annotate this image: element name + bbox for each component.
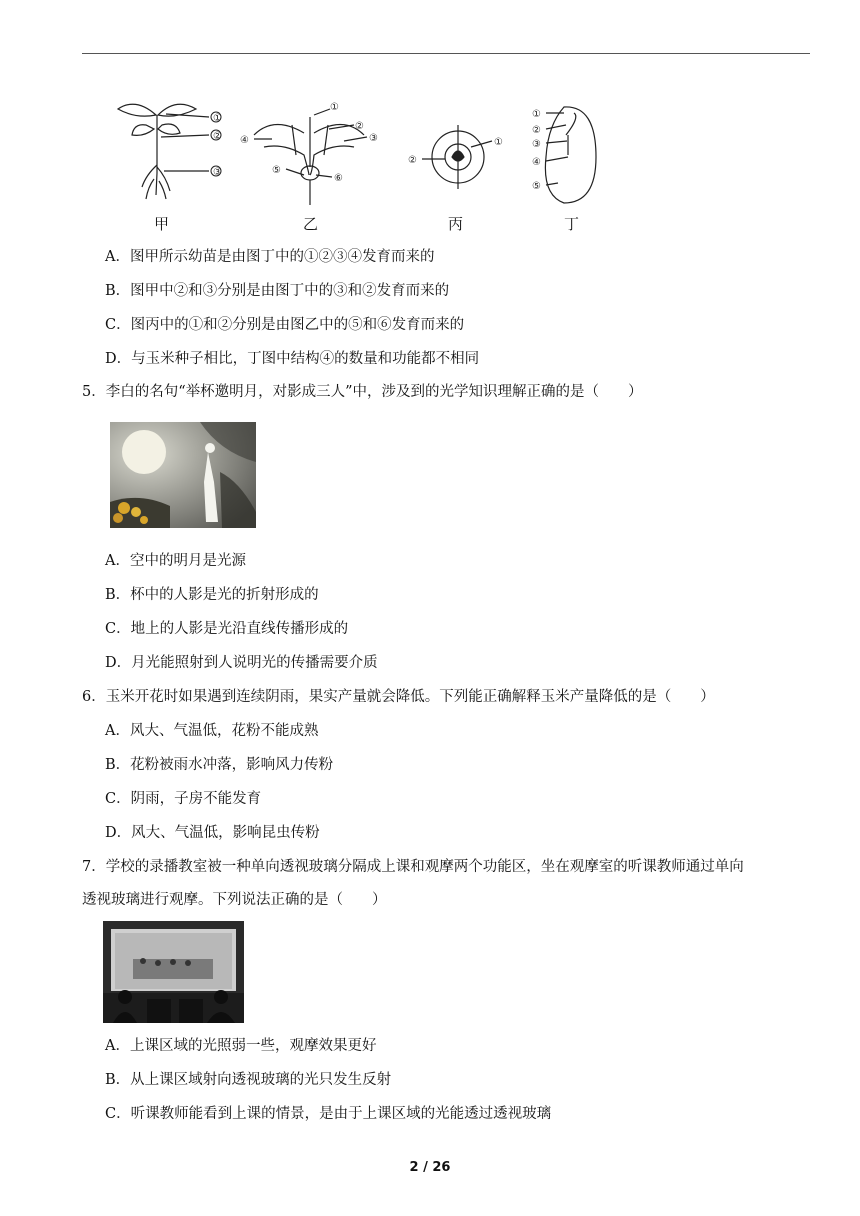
q5-option-b: B．杯中的人影是光的折射形成的	[105, 587, 319, 603]
seedling-figure	[106, 95, 236, 210]
q6-option-c: C．阴雨，子房不能发育	[105, 791, 262, 807]
figure-label-yi: 乙	[303, 215, 319, 233]
q7-option-a: A．上课区域的光照弱一些，观摩效果更好	[105, 1038, 377, 1054]
plant-figures	[106, 95, 626, 235]
label-2: ②	[213, 131, 222, 142]
q4-option-c: C．图丙中的①和②分别是由图乙中的⑤和⑥发育而来的	[105, 317, 465, 333]
svg-text:②: ②	[532, 125, 541, 136]
q7-option-c: C．听课教师能看到上课的情景，是由于上课区域的光能透过透视玻璃	[105, 1106, 552, 1122]
seed-figure	[524, 95, 614, 210]
svg-text:①: ①	[494, 137, 503, 148]
q5-option-d: D．月光能照射到人说明光的传播需要介质	[105, 655, 378, 671]
label-3: ③	[213, 167, 222, 178]
svg-text:①: ①	[532, 109, 541, 120]
svg-text:③: ③	[369, 133, 378, 144]
q6-option-b: B．花粉被雨水冲落，影响风力传粉	[105, 757, 334, 773]
page-number: 2 / 26	[409, 1160, 451, 1175]
svg-text:①: ①	[330, 102, 339, 113]
figure-label-bing: 丙	[448, 215, 464, 233]
svg-text:⑥: ⑥	[334, 173, 343, 184]
flower-figure	[234, 95, 389, 210]
moon-scene-image	[110, 422, 256, 528]
svg-text:③: ③	[532, 139, 541, 150]
label-1: ①	[213, 113, 222, 124]
svg-text:⑤: ⑤	[532, 181, 541, 192]
q7-option-b: B．从上课区域射向透视玻璃的光只发生反射	[105, 1072, 392, 1088]
svg-text:②: ②	[355, 121, 364, 132]
svg-text:④: ④	[240, 135, 249, 146]
q5-option-a: A．空中的明月是光源	[105, 553, 246, 569]
q7-stem-line2: 透视玻璃进行观摩。下列说法正确的是（ ）	[82, 892, 387, 908]
svg-text:②: ②	[408, 155, 417, 166]
figure-label-ding: 丁	[564, 215, 580, 233]
q7-stem-line1: 7．学校的录播教室被一种单向透视玻璃分隔成上课和观摩两个功能区，坐在观摩室的听课教师通过单向	[82, 859, 744, 875]
q5-stem: 5．李白的名句“举杯邀明月，对影成三人”中，涉及到的光学知识理解正确的是（ ）	[82, 384, 643, 400]
q5-option-c: C．地上的人影是光沿直线传播形成的	[105, 621, 349, 637]
q6-option-a: A．风大、气温低，花粉不能成熟	[105, 723, 319, 739]
q4-option-a: A．图甲所示幼苗是由图丁中的①②③④发育而来的	[105, 249, 435, 265]
header-rule	[82, 53, 810, 54]
fruit-section-figure	[406, 95, 516, 210]
figure-label-jia: 甲	[154, 215, 170, 233]
q6-option-d: D．风大、气温低，影响昆虫传粉	[105, 825, 320, 841]
q6-stem: 6．玉米开花时如果遇到连续阴雨，果实产量就会降低。下列能正确解释玉米产量降低的是（ ）	[82, 689, 715, 705]
q4-option-b: B．图甲中②和③分别是由图丁中的③和②发育而来的	[105, 283, 450, 299]
q4-option-d: D．与玉米种子相比，丁图中结构④的数量和功能都不相同	[105, 351, 480, 367]
svg-text:④: ④	[532, 157, 541, 168]
classroom-image	[103, 921, 244, 1023]
svg-text:⑤: ⑤	[272, 165, 281, 176]
